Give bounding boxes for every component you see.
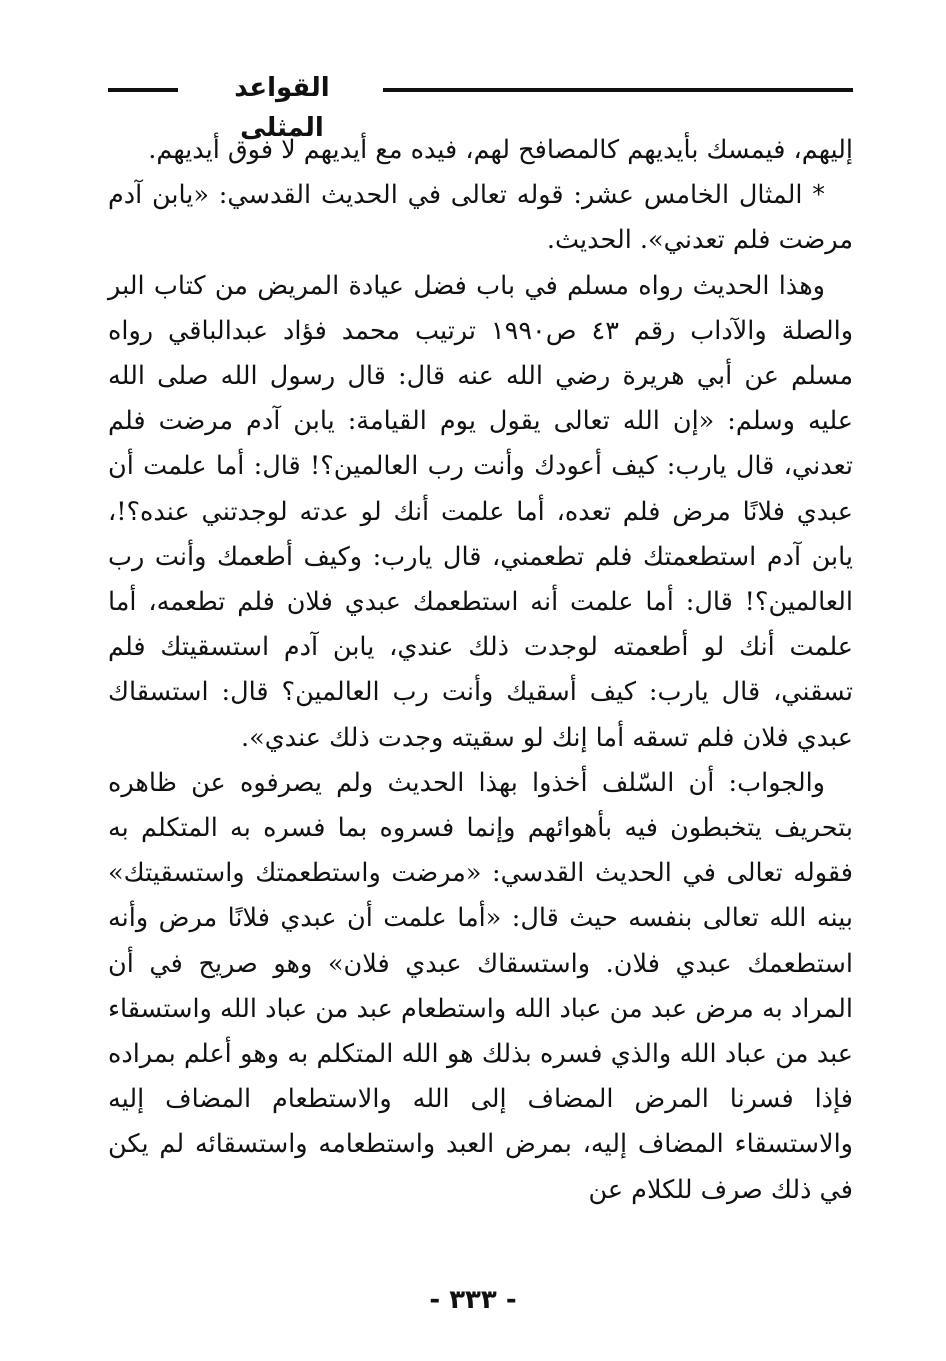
running-header [108, 62, 853, 143]
paragraph-answer [108, 761, 853, 1213]
star-marker: * [812, 180, 825, 211]
paragraph-text: وهذا الحديث رواه مسلم في باب فضل عيادة المريض من كتاب البر والصلة والآداب رقم ٤٣ ص١٩٩٠ ترتيب محمد فؤاد عبدالباقي رواه مسلم عن أبي هريرة رضي الله عنه قال: قال رسول الله صلى الله عليه وسلم: «إن الله تعالى يقول يوم القيامة: يابن آدم مرضت فلم تعدني، قال يارب: كيف أعودك وأنت رب العالمين؟! قال: أما علمت أن عبدي فلانًا مرض فلم تعده، أما علمت أنك لو عدته لوجدتني عنده؟!، يابن آدم استطعمتك فلم تطعمني، قال يارب: وكيف أطعمك وأنت رب العالمين؟! قال: أما علمت أنه استطعمك عبدي فلان فلم تطعمه، أما علمت أنك لو أطعمته لوجدت ذلك عندي، يابن آدم استسقيتك فلم تسقني، قال يارب: كيف أسقيك وأنت رب العالمين؟ قال: استسقاك عبدي فلان فلم تسقه أما إنك لو سقيته وجدت ذلك عندي». [108, 270, 854, 753]
paragraph-text: إليهم، فيمسك بأيديهم كالمصافح لهم، فيده مع أيديهم لا فوق أيديهم. [148, 135, 853, 165]
paragraph-continuation [108, 128, 853, 173]
paragraph-example-15 [108, 173, 853, 263]
header-title: القواعد المثلى [234, 73, 330, 143]
header-rule-left [108, 88, 178, 92]
paragraph-hadith [108, 264, 853, 761]
paragraph-text: المثال الخامس عشر: قوله تعالى في الحديث القدسي: «يابن آدم مرضت فلم تعدني». الحديث. [108, 180, 853, 256]
page-body [108, 128, 853, 1213]
paragraph-text: والجواب: أن السّلف أخذوا بهذا الحديث ولم يصرفوه عن ظاهره بتحريف يتخبطون فيه بأهوائهم وإنما فسروه بما فسره به المتكلم به فقوله تعالى في الحديث القدسي: «مرضت واستطعمتك واستسقيتك» بينه الله تعالى بنفسه حيث قال: «أما علمت أن عبدي فلانًا مرض وأنه استطعمك عبدي فلان. واستسقاك عبدي فلان» وهو صريح في أن المراد به مرض عبد من عباد الله واستطعام عبد من عباد الله واستسقاء عبد من عباد الله والذي فسره بذلك هو الله المتكلم به وهو أعلم بمراده فإذا فسرنا المرض المضاف إلى الله والاستطعام المضاف إليه والاستسقاء المضاف إليه، بمرض العبد واستطعامه واستسقائه لم يكن في ذلك صرف للكلام عن [108, 767, 853, 1205]
header-rule-right [383, 88, 853, 92]
page-number: - ٣٣٣ - [429, 1285, 517, 1315]
